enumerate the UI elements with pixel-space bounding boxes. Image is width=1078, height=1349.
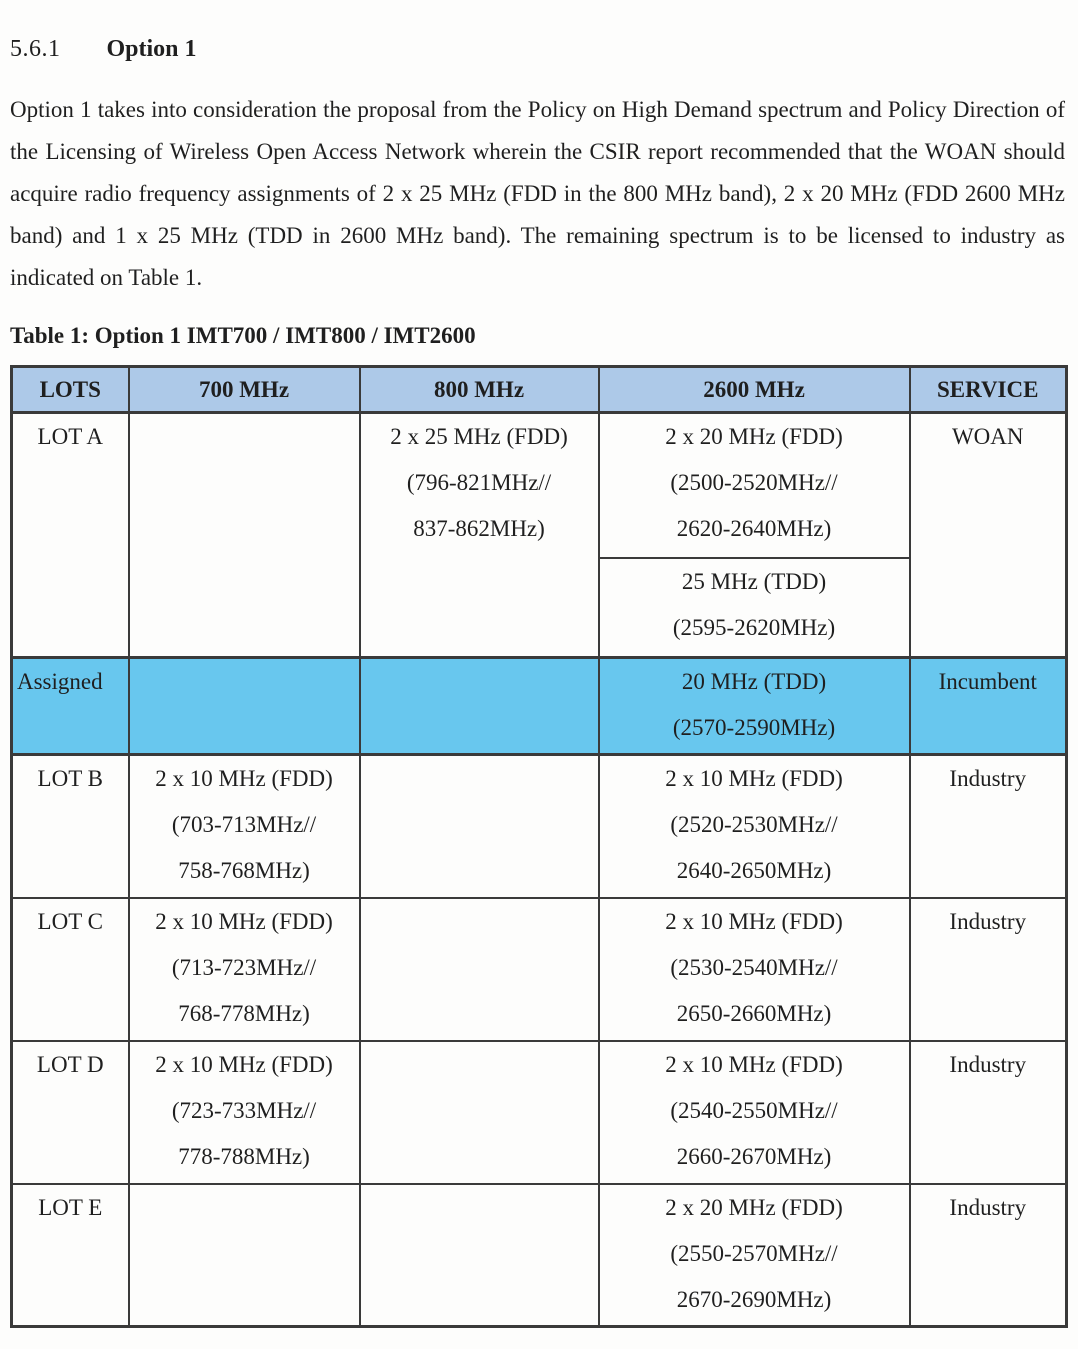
cell-assigned-800	[360, 658, 599, 755]
cell-lot-b-label: LOT B	[12, 755, 129, 898]
cell-lot-a-label: LOT A	[12, 413, 129, 658]
table-row-lot-c	[12, 898, 1067, 1041]
section-title: Option 1	[106, 36, 197, 62]
cell-lot-b-service: Industry	[910, 755, 1067, 898]
cell-lot-e-label: LOT E	[12, 1184, 129, 1327]
table-header-row	[12, 367, 1067, 413]
header-service: SERVICE	[910, 367, 1067, 413]
cell-lot-c-700: 2 x 10 MHz (FDD) (713-723MHz// 768-778MHz)	[129, 898, 360, 1041]
cell-lot-a-2600-fdd: 2 x 20 MHz (FDD) (2500-2520MHz// 2620-2640MHz)	[599, 413, 910, 558]
table-row-lot-a	[12, 413, 1067, 558]
table-row-lot-b	[12, 755, 1067, 898]
cell-lot-c-2600: 2 x 10 MHz (FDD) (2530-2540MHz// 2650-2660MHz)	[599, 898, 910, 1041]
cell-lot-d-service: Industry	[910, 1041, 1067, 1184]
table-caption: Table 1: Option 1 IMT700 / IMT800 / IMT2600	[10, 323, 476, 348]
cell-lot-b-700: 2 x 10 MHz (FDD) (703-713MHz// 758-768MHz)	[129, 755, 360, 898]
cell-lot-a-800: 2 x 25 MHz (FDD) (796-821MHz// 837-862MHz)	[360, 413, 599, 658]
cell-lot-e-service: Industry	[910, 1184, 1067, 1327]
section-heading	[10, 36, 1065, 63]
header-lots: LOTS	[12, 367, 129, 413]
cell-lot-d-700: 2 x 10 MHz (FDD) (723-733MHz// 778-788MHz)	[129, 1041, 360, 1184]
cell-lot-e-800	[360, 1184, 599, 1327]
header-2600mhz: 2600 MHz	[599, 367, 910, 413]
cell-assigned-700	[129, 658, 360, 755]
header-800mhz: 800 MHz	[360, 367, 599, 413]
cell-lot-e-700	[129, 1184, 360, 1327]
section-number: 5.6.1	[10, 36, 61, 62]
cell-assigned-2600: 20 MHz (TDD) (2570-2590MHz)	[599, 658, 910, 755]
cell-assigned-label: Assigned	[12, 658, 129, 755]
cell-lot-d-label: LOT D	[12, 1041, 129, 1184]
cell-assigned-service: Incumbent	[910, 658, 1067, 755]
cell-lot-a-service: WOAN	[910, 413, 1067, 658]
cell-lot-a-700	[129, 413, 360, 658]
cell-lot-e-2600: 2 x 20 MHz (FDD) (2550-2570MHz// 2670-2690MHz)	[599, 1184, 910, 1327]
cell-lot-d-2600: 2 x 10 MHz (FDD) (2540-2550MHz// 2660-2670MHz)	[599, 1041, 910, 1184]
cell-lot-b-800	[360, 755, 599, 898]
spectrum-allocation-table	[10, 365, 1068, 1328]
cell-lot-c-label: LOT C	[12, 898, 129, 1041]
cell-lot-d-800	[360, 1041, 599, 1184]
body-paragraph: Option 1 takes into consideration the proposal from the Policy on High Demand spectrum and Policy Direction of the Licensing of Wireless Open Access Network wherein the CSIR report recommended that the WOAN should acquire radio frequency assignments of 2 x 25 MHz (FDD in the 800 MHz band), 2 x 20 MHz (FDD 2600 MHz band) and 1 x 25 MHz (TDD in 2600 MHz band). The remaining spectrum is to be licensed to industry as indicated on Table 1.	[10, 97, 1065, 290]
table-row-assigned	[12, 658, 1067, 755]
table-row-lot-d	[12, 1041, 1067, 1184]
cell-lot-b-2600: 2 x 10 MHz (FDD) (2520-2530MHz// 2640-2650MHz)	[599, 755, 910, 898]
cell-lot-a-2600-tdd: 25 MHz (TDD) (2595-2620MHz)	[599, 558, 910, 658]
cell-lot-c-800	[360, 898, 599, 1041]
header-700mhz: 700 MHz	[129, 367, 360, 413]
cell-lot-c-service: Industry	[910, 898, 1067, 1041]
table-row-lot-e	[12, 1184, 1067, 1327]
